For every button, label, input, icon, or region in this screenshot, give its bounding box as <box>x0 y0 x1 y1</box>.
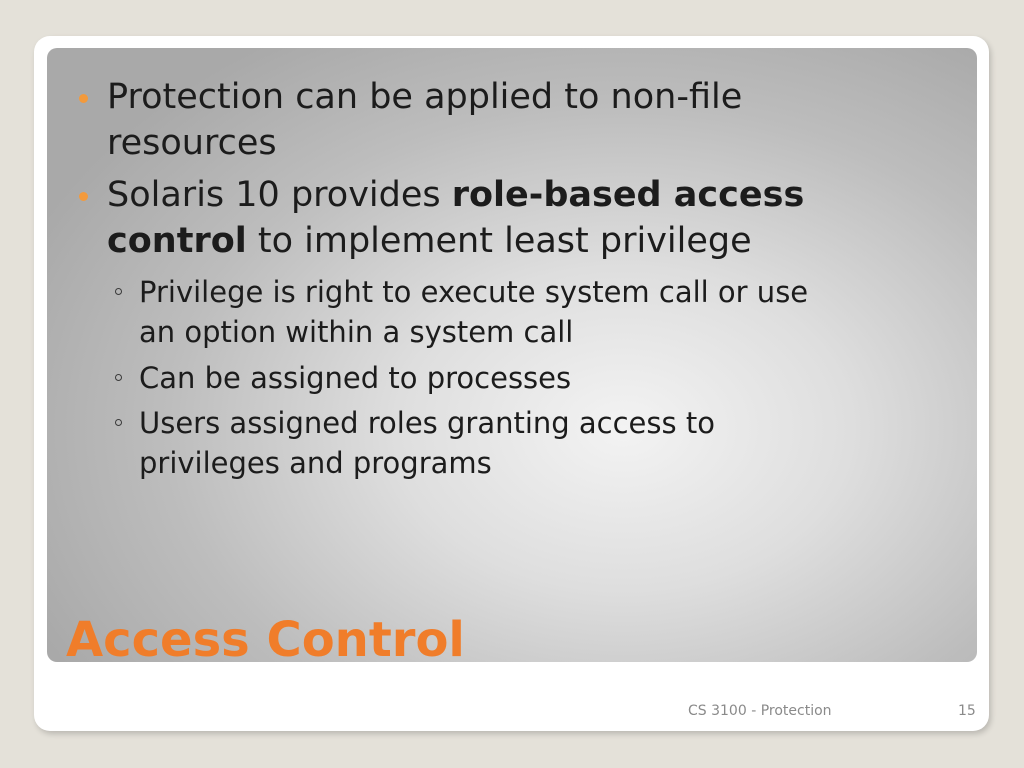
bullet-line-continued <box>107 218 907 264</box>
bullet-item-2 <box>107 172 907 264</box>
page-number: 15 <box>958 703 976 719</box>
bullet-text-continued: to implement least privilege <box>246 221 752 261</box>
sub-bullet-item-3 <box>139 403 959 483</box>
sub-bullet-text-continued: an option within a system call <box>139 315 574 349</box>
bullet-text: Solaris 10 provides <box>107 175 452 215</box>
bullet-item-1 <box>107 74 907 166</box>
sub-bullet-text: Users assigned roles granting access to <box>139 406 715 440</box>
content-panel <box>47 48 977 662</box>
bullet-bold-term-continued: control <box>107 221 247 261</box>
bullet-text: Protection can be applied to non-file <box>107 77 743 117</box>
sub-bullet-text: Can be assigned to processes <box>139 361 572 395</box>
bullet-ring-icon <box>115 419 122 426</box>
sub-bullet-text-continued: privileges and programs <box>139 446 492 480</box>
bullet-bold-term: role-based access <box>451 175 805 215</box>
sub-bullet-item-2 <box>139 358 959 398</box>
sub-bullet-text: Privilege is right to execute system call or use <box>139 275 809 309</box>
footer-text: CS 3100 - Protection <box>688 703 832 719</box>
bullet-dot-icon <box>79 94 88 103</box>
slide-title: Access Control <box>66 612 465 668</box>
bullet-ring-icon <box>115 288 122 295</box>
bullet-dot-icon <box>79 192 88 201</box>
bullet-text-continued: resources <box>107 123 277 163</box>
bullet-line <box>107 172 907 218</box>
bullet-ring-icon <box>115 374 122 381</box>
sub-bullet-item-1 <box>139 272 959 352</box>
